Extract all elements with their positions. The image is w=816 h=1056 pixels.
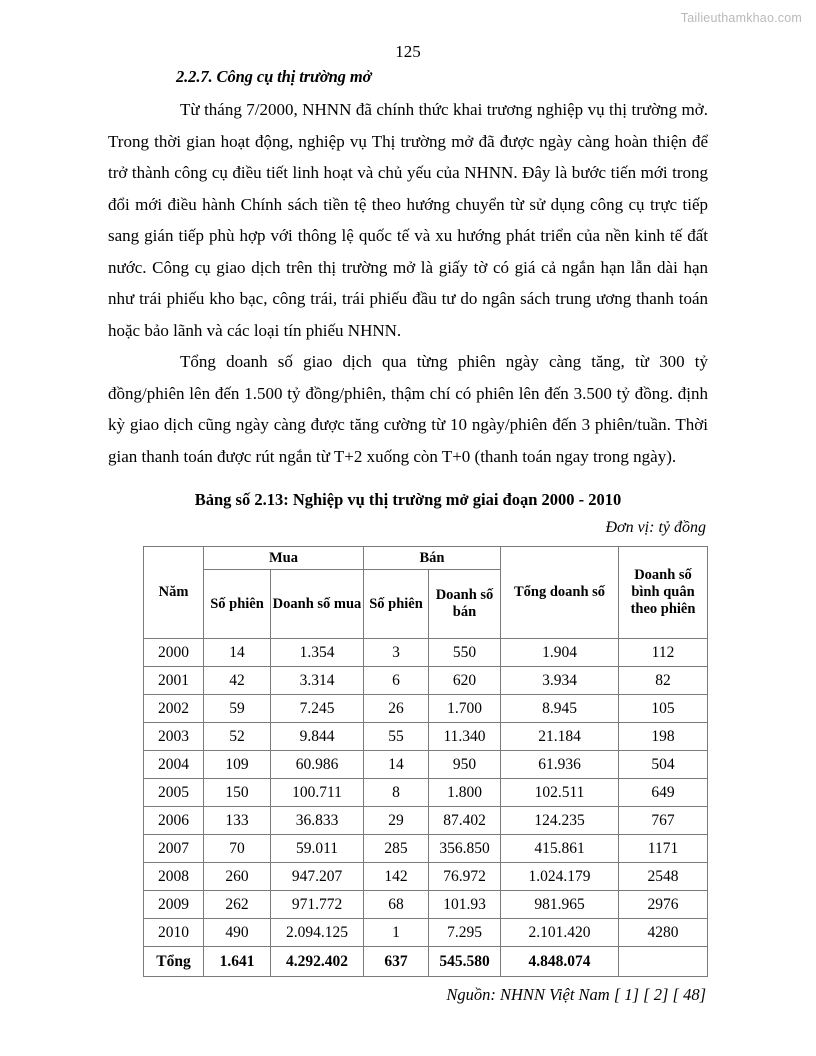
cell-avg_per_session: 504 (619, 751, 708, 779)
cell-buy_turnover: 59.011 (271, 835, 364, 863)
cell-year: 2006 (144, 807, 204, 835)
total-cell-buy_sessions: 1.641 (204, 947, 271, 977)
table-row (144, 723, 708, 751)
cell-avg_per_session: 4280 (619, 919, 708, 947)
cell-buy_sessions: 109 (204, 751, 271, 779)
cell-year: 2009 (144, 891, 204, 919)
total-cell-buy_turnover: 4.292.402 (271, 947, 364, 977)
cell-sell_sessions: 68 (364, 891, 429, 919)
header-buy-sessions: Số phiên (204, 570, 271, 639)
cell-year: 2001 (144, 667, 204, 695)
header-avg-per-session: Doanh số bình quân theo phiên (619, 547, 708, 639)
table-source: Nguồn: NHNN Việt Nam [ 1] [ 2] [ 48] (446, 985, 706, 1004)
table-unit-note: Đơn vị: tỷ đồng (605, 519, 706, 536)
header-year: Năm (144, 547, 204, 639)
cell-buy_turnover: 947.207 (271, 863, 364, 891)
cell-sell_turnover: 1.700 (429, 695, 501, 723)
cell-buy_sessions: 14 (204, 639, 271, 667)
cell-sell_sessions: 26 (364, 695, 429, 723)
cell-buy_sessions: 133 (204, 807, 271, 835)
cell-sell_sessions: 6 (364, 667, 429, 695)
cell-avg_per_session: 649 (619, 779, 708, 807)
cell-year: 2000 (144, 639, 204, 667)
total-cell-sell_sessions: 637 (364, 947, 429, 977)
table-caption: Bảng số 2.13: Nghiệp vụ thị trường mở giai đoạn 2000 - 2010 (194, 490, 622, 509)
cell-total_turnover: 3.934 (501, 667, 619, 695)
cell-total_turnover: 1.904 (501, 639, 619, 667)
table-row (144, 695, 708, 723)
cell-year: 2003 (144, 723, 204, 751)
cell-total_turnover: 981.965 (501, 891, 619, 919)
cell-buy_turnover: 1.354 (271, 639, 364, 667)
cell-sell_turnover: 101.93 (429, 891, 501, 919)
table-body (144, 639, 708, 977)
open-market-operations-table (143, 546, 708, 977)
cell-buy_turnover: 3.314 (271, 667, 364, 695)
cell-buy_turnover: 60.986 (271, 751, 364, 779)
cell-year: 2007 (144, 835, 204, 863)
cell-sell_turnover: 356.850 (429, 835, 501, 863)
cell-avg_per_session: 2976 (619, 891, 708, 919)
table-row (144, 751, 708, 779)
cell-avg_per_session: 112 (619, 639, 708, 667)
watermark-text: Tailieuthamkhao.com (680, 11, 802, 25)
table-row (144, 863, 708, 891)
cell-buy_sessions: 150 (204, 779, 271, 807)
table-header-row-group (144, 547, 708, 570)
header-sell-sessions: Số phiên (364, 570, 429, 639)
table-head (144, 547, 708, 639)
cell-buy_sessions: 59 (204, 695, 271, 723)
cell-sell_turnover: 7.295 (429, 919, 501, 947)
cell-sell_turnover: 950 (429, 751, 501, 779)
cell-buy_turnover: 36.833 (271, 807, 364, 835)
header-sell-turnover: Doanh số bán (429, 570, 501, 639)
table-row (144, 667, 708, 695)
body-paragraph-1: Từ tháng 7/2000, NHNN đã chính thức khai trương nghiệp vụ thị trường mở. Trong thời gian hoạt động, nghiệp vụ Thị trường mở đã được ngày càng hoàn thiện để trở thành công cụ điều tiết linh hoạt và chủ yếu của NHNN. Đây là bước tiến mới trong đổi mới điều hành Chính sách tiền tệ theo hướng chuyển từ sử dụng công cụ trực tiếp sang gián tiếp phù hợp với thông lệ quốc tế và xu hướng phát triển của nền kinh tế đất nước. Công cụ giao dịch trên thị trường mở là giấy tờ có giá cả ngắn hạn lẫn dài hạn như trái phiếu kho bạc, công trái, trái phiếu đầu tư do ngân sách trung ương thanh toán hoặc bảo lãnh và các loại tín phiếu NHNN. (108, 100, 708, 340)
cell-avg_per_session: 767 (619, 807, 708, 835)
header-total-turnover: Tổng doanh số (501, 547, 619, 639)
cell-sell_sessions: 3 (364, 639, 429, 667)
cell-avg_per_session: 1171 (619, 835, 708, 863)
cell-buy_sessions: 52 (204, 723, 271, 751)
total-cell-total_turnover: 4.848.074 (501, 947, 619, 977)
cell-sell_sessions: 8 (364, 779, 429, 807)
page-number: 125 (395, 42, 421, 61)
cell-sell_sessions: 14 (364, 751, 429, 779)
cell-year: 2005 (144, 779, 204, 807)
cell-total_turnover: 21.184 (501, 723, 619, 751)
cell-sell_sessions: 29 (364, 807, 429, 835)
table-row (144, 807, 708, 835)
cell-buy_sessions: 70 (204, 835, 271, 863)
total-cell-sell_turnover: 545.580 (429, 947, 501, 977)
cell-buy_turnover: 2.094.125 (271, 919, 364, 947)
header-sell-group: Bán (364, 547, 501, 570)
cell-avg_per_session: 82 (619, 667, 708, 695)
cell-sell_sessions: 1 (364, 919, 429, 947)
cell-avg_per_session: 198 (619, 723, 708, 751)
table-row (144, 779, 708, 807)
cell-sell_turnover: 87.402 (429, 807, 501, 835)
cell-buy_sessions: 42 (204, 667, 271, 695)
cell-total_turnover: 124.235 (501, 807, 619, 835)
cell-buy_turnover: 9.844 (271, 723, 364, 751)
table-row (144, 639, 708, 667)
cell-buy_sessions: 262 (204, 891, 271, 919)
header-buy-group: Mua (204, 547, 364, 570)
total-cell-year: Tổng (144, 947, 204, 977)
cell-total_turnover: 61.936 (501, 751, 619, 779)
cell-sell_turnover: 76.972 (429, 863, 501, 891)
cell-sell_turnover: 1.800 (429, 779, 501, 807)
table-row (144, 835, 708, 863)
cell-avg_per_session: 2548 (619, 863, 708, 891)
cell-total_turnover: 102.511 (501, 779, 619, 807)
cell-buy_turnover: 971.772 (271, 891, 364, 919)
cell-sell_turnover: 11.340 (429, 723, 501, 751)
cell-sell_sessions: 55 (364, 723, 429, 751)
cell-total_turnover: 8.945 (501, 695, 619, 723)
cell-year: 2010 (144, 919, 204, 947)
cell-year: 2004 (144, 751, 204, 779)
body-paragraph-2: Tổng doanh số giao dịch qua từng phiên ngày càng tăng, từ 300 tỷ đồng/phiên lên đến 1.500 tỷ đồng/phiên, thậm chí có phiên lên đến 3.500 tỷ đồng. định kỳ giao dịch cũng ngày càng được tăng cường từ 10 ngày/phiên đến 3 phiên/tuần. Thời gian thanh toán được rút ngắn từ T+2 xuống còn T+0 (thanh toán ngay trong ngày). (108, 352, 708, 466)
cell-sell_sessions: 142 (364, 863, 429, 891)
cell-buy_sessions: 490 (204, 919, 271, 947)
section-heading: 2.2.7. Công cụ thị trường mở (176, 67, 372, 86)
cell-buy_turnover: 100.711 (271, 779, 364, 807)
cell-total_turnover: 415.861 (501, 835, 619, 863)
table-row (144, 891, 708, 919)
cell-avg_per_session: 105 (619, 695, 708, 723)
cell-sell_turnover: 550 (429, 639, 501, 667)
cell-year: 2002 (144, 695, 204, 723)
cell-total_turnover: 1.024.179 (501, 863, 619, 891)
cell-buy_sessions: 260 (204, 863, 271, 891)
page-content (108, 64, 708, 1007)
cell-year: 2008 (144, 863, 204, 891)
header-buy-turnover: Doanh số mua (271, 570, 364, 639)
table-total-row (144, 947, 708, 977)
total-cell-avg_per_session (619, 947, 708, 977)
table-row (144, 919, 708, 947)
cell-total_turnover: 2.101.420 (501, 919, 619, 947)
cell-buy_turnover: 7.245 (271, 695, 364, 723)
cell-sell_turnover: 620 (429, 667, 501, 695)
cell-sell_sessions: 285 (364, 835, 429, 863)
